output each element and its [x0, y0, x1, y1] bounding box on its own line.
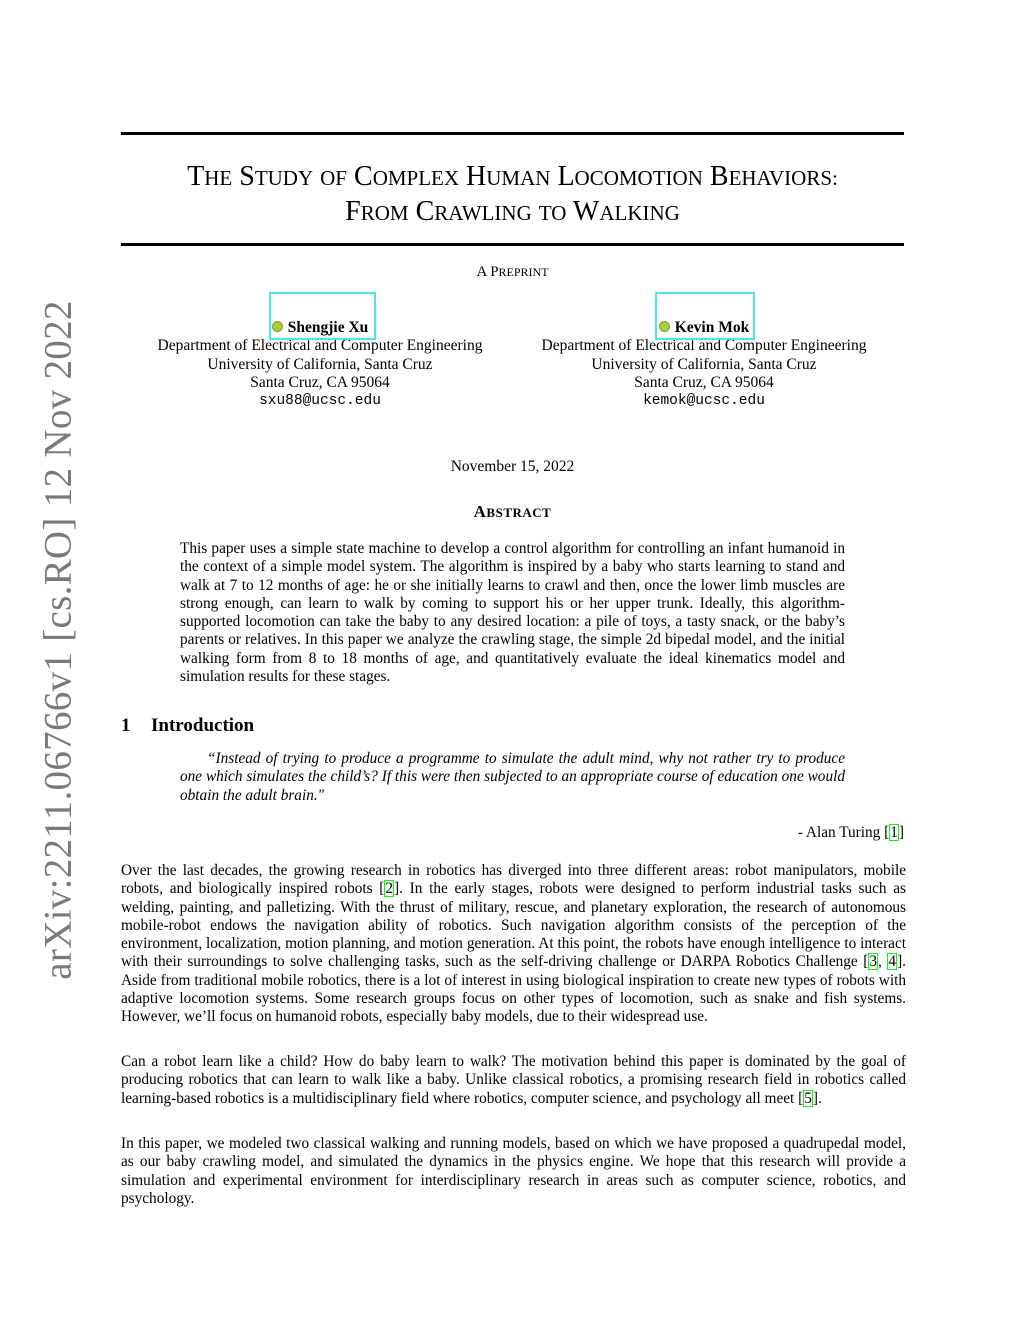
abstract-heading: ABSTRACT	[473, 502, 552, 521]
citation-link[interactable]: 2	[385, 880, 394, 898]
title-word: COMPLEX	[354, 161, 460, 192]
title-word: WALKING	[572, 196, 680, 227]
author-email: kemok@ucsc.edu	[643, 393, 765, 410]
title-word: FROM	[345, 196, 409, 227]
paper-title	[121, 160, 904, 230]
title-word: THE	[187, 161, 233, 192]
quote-attribution: - Alan Turing [1]	[797, 824, 904, 841]
author-univ: University of California, Santa Cruz	[591, 355, 817, 373]
preprint-label: A PREPRINT	[476, 264, 549, 280]
title-word: BEHAVIORS:	[709, 161, 838, 192]
citation-link[interactable]: 4	[888, 953, 897, 971]
author-link-box[interactable]	[655, 292, 755, 340]
section-heading: 1 Introduction	[121, 715, 255, 736]
abstract-text: This paper uses a simple state machine to develop a control algorithm for controlling an infant humanoid in the context of a simple model system. The algorithm is inspired by a baby who starts learning to stand and walk at 7 to 12 months of age: he or she initially learns to crawl and then, once the lower limb muscles are strong enough, can learn to walk by coming to support his or her upper trunk. Ideally, this algorithm-supported locomotion can take the baby to any desired location: a pile of toys, a tasty snack, or the baby’s parents or relatives. In this paper we analyze the crawling stage, the simple 2d bipedal model, and the initial walking form from 8 to 18 months of age, and quantitatively evaluate the ideal kinematics model and simulation results for these stages.	[180, 540, 845, 686]
body-paragraph: Can a robot learn like a child? How do baby learn to walk? The motivation behind this paper is dominated by the goal of producing robotics that can learn to walk like a baby. Unlike classical robotics, a promising research field in robotics called learning-based robotics is a multidisciplinary field where robotics, computer science, and psychology all meet [5].	[121, 1053, 906, 1107]
body-paragraph: In this paper, we modeled two classical walking and running models, based on which we have proposed a quadrupedal model, as our baby crawling model, and simulated the dynamics in the physics engine. We hope that this research will provide a simulation and experimental environment for interdisciplinary research in areas such as computer science, robotics, and psychology.	[121, 1135, 906, 1207]
author-address: Santa Cruz, CA 95064	[250, 373, 390, 391]
author-dept: Department of Electrical and Computer Engineering	[157, 337, 483, 355]
title-line-1	[121, 160, 904, 195]
bottom-title-rule	[121, 243, 904, 246]
citation-link[interactable]: 3	[869, 953, 878, 971]
paper-date: November 15, 2022	[450, 458, 575, 475]
author-univ: University of California, Santa Cruz	[207, 355, 433, 373]
title-word: OF	[320, 166, 347, 190]
author-dept: Department of Electrical and Computer Engineering	[541, 337, 867, 355]
author-name-link[interactable]: Kevin Mok	[659, 319, 750, 337]
author-link-box[interactable]	[269, 292, 376, 340]
author-email: sxu88@ucsc.edu	[259, 393, 381, 410]
title-word: HUMAN	[466, 161, 551, 192]
author-name-link[interactable]: Shengjie Xu	[272, 319, 369, 337]
title-word: CRAWLING	[415, 196, 532, 227]
epigraph-quote: “Instead of trying to produce a programme to simulate the adult mind, why not rather try to produce one which simulates the child’s? If this were then subjected to an appropriate course of education one would obtain the adult brain."	[180, 750, 845, 804]
citation-link[interactable]: 5	[804, 1089, 812, 1107]
body-paragraph: Over the last decades, the growing research in robotics has diverged into three different areas: robot manipulators, mobile robots, and biologically inspired robots [2]. In the early stages, robots were designed to perform industrial tasks such as welding, painting, and palletizing. With the thrust of military, rescue, and planetary exploration, the research of autonomous mobile-robot endows the navigation ability of robotics. Such navigation algorithm consists of the perception of the environment, localization, motion planning, and motion generation. At this point, the robots have enough intelligence to interact with their surroundings to solve challenging tasks, such as the self-driving challenge or DARPA Robotics Challenge [3, 4]. Aside from traditional mobile robotics, there is a lot of interest in using biological inspiration to create new types of robots with adaptive locomotion systems. Some research groups focus on other types of locomotion, such as snake and fish systems. However, we’ll focus on humanoid robots, especially baby models, due to their widespread use.	[121, 862, 906, 1026]
title-word: LOCOMOTION	[557, 161, 703, 192]
author-address: Santa Cruz, CA 95064	[634, 373, 774, 391]
citation-link[interactable]: 1	[890, 824, 898, 841]
arxiv-identifier: arXiv:2211.06766v1 [cs.RO] 12 Nov 2022	[36, 300, 80, 980]
title-word: TO	[538, 201, 567, 225]
title-line-2	[121, 195, 904, 230]
top-rule	[121, 132, 904, 135]
title-word: STUDY	[239, 161, 314, 192]
